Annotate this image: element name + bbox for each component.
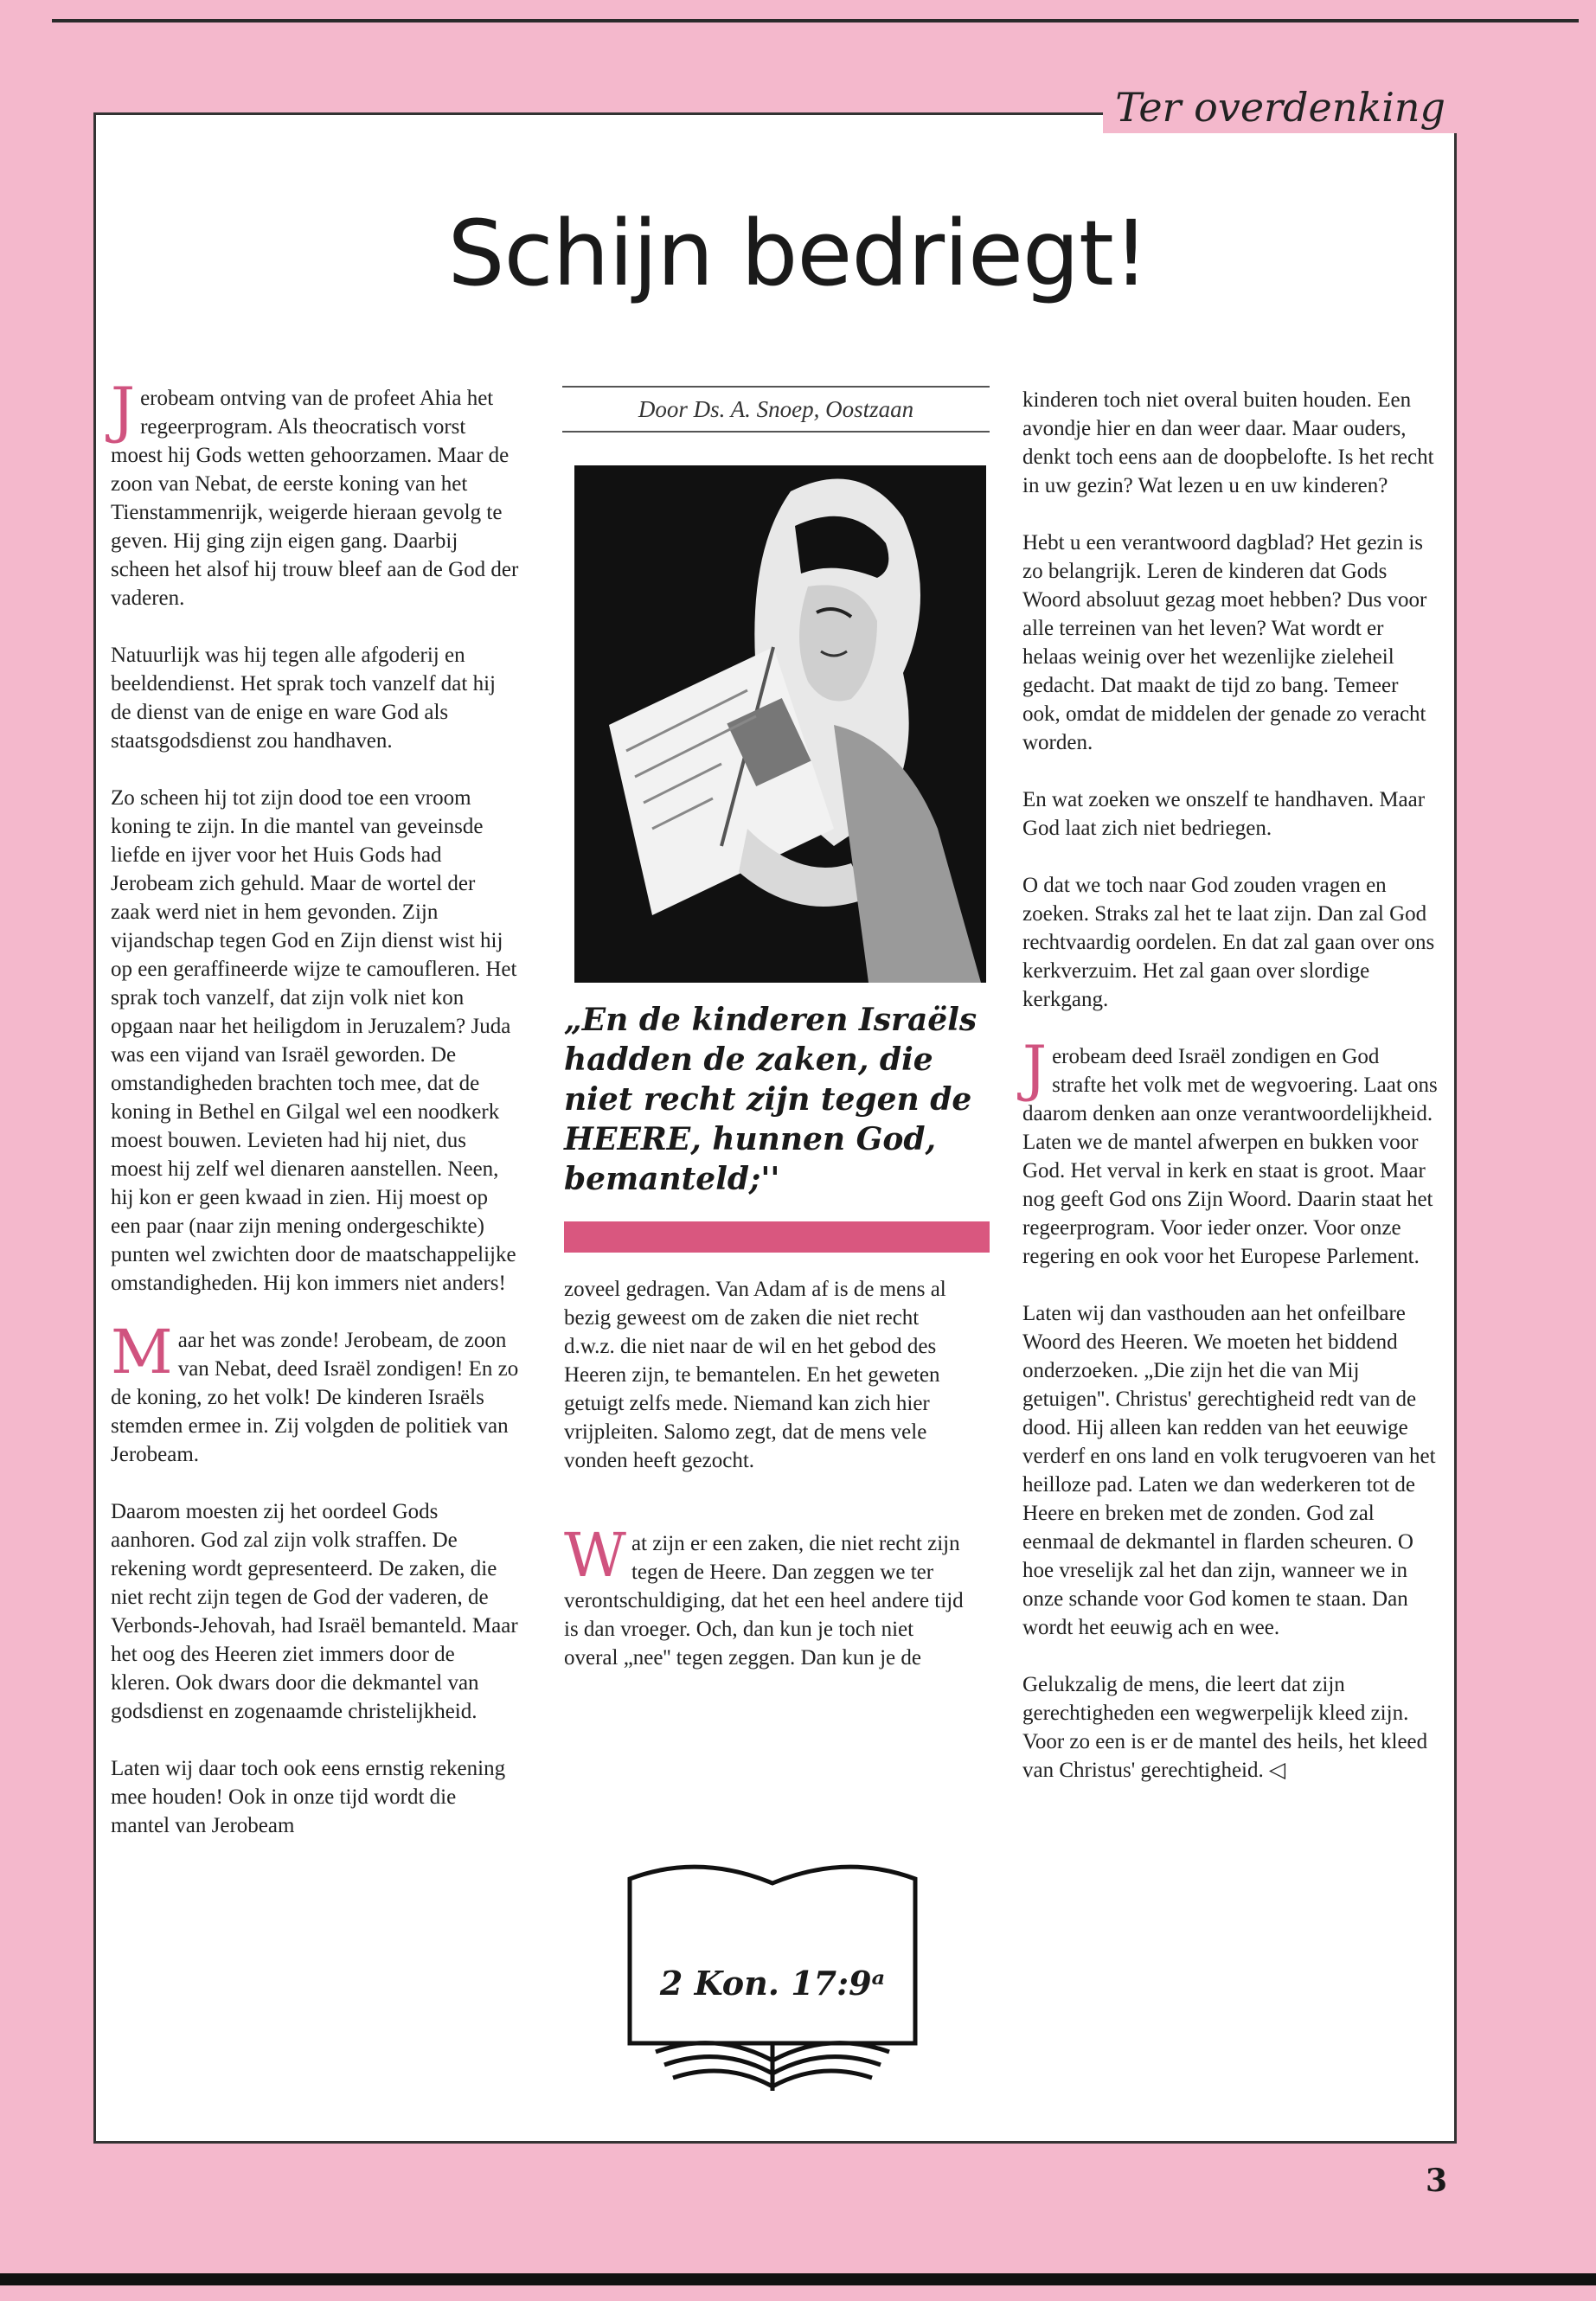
paragraph: [1022, 1033, 1438, 1271]
illustration-woman-reading-bible: [574, 465, 986, 983]
column-left: [111, 375, 519, 1868]
paragraph-text: erobeam ontving van de profeet Ahia het regeerprogram. Als theocratisch vorst moest hij Gods wetten gehoorzamen. Maar de zoon van Nebat, de eerste koning van het Tienstammenrijk, weigerde hieraan gevolg te geven. Hij ging zijn eigen gang. Daarbij scheen het alsof hij trouw bleef aan de God der vaderen.: [111, 387, 519, 610]
paragraph: Daarom moesten zij het oordeel Gods aanhoren. God zal zijn volk straffen. De rekening wordt gepresenteerd. De zaken, die niet recht zijn tegen de God der vaderen, de Verbonds-Jehovah, had Israël bemanteld. Maar het oog des Heeren ziet immers door de kleren. Ook dwars door die dekmantel van godsdienst en zogenaamde christelijkheid.: [111, 1500, 518, 1723]
paragraph-text: Gelukzalig de mens, die leert dat zijn gerechtigheden een wegwerpelijk kleed zijn. Voor zo een is er de mantel des heils, het kleed van Christus' gerechtigheid.: [1022, 1673, 1428, 1782]
drop-cap: J: [1022, 1033, 1048, 1104]
bottom-rule: [0, 2273, 1596, 2285]
column-middle-continued: [564, 1520, 969, 1701]
paragraph: [564, 1520, 969, 1672]
column-middle: [564, 1275, 969, 1503]
page-number: 3: [1426, 2163, 1448, 2199]
paragraph: [1022, 1670, 1438, 1785]
paragraph: Laten wij daar toch ook eens ernstig rekening mee houden! Ook in onze tijd wordt die mantel van Jerobeam: [111, 1757, 506, 1837]
accent-bar: [564, 1221, 990, 1253]
paragraph: kinderen toch niet overal buiten houden. Een avondje hier en dan weer daar. Maar ouders, denkt toch eens aan de doopbelofte. Is het recht in uw gezin? Wat lezen u en uw kinderen?: [1022, 388, 1434, 497]
paragraph: Zo scheen hij tot zijn dood toe een vroom koning te zijn. In die mantel van geveinsde liefde en ijver voor het Huis Gods had Jerobeam zich gehuld. Maar de wortel der zaak werd niet in hem gevonden. Zijn vijandschap tegen God en Zijn dienst wist hij op een geraffineerde wijze te camoufleren. Het sprak toch vanzelf, dat zijn volk niet kon opgaan naar het heiligdom in Jeruzalem? Juda was een vijand van Israël geworden. De omstandigheden brachten toch mee, dat de koning in Bethel en Gilgal wel een noodkerk moest bouwen. Levieten had hij niet, dus moest hij zelf wel dienaren aanstellen. Neen, hij kon er geen kwaad in zien. Hij moest op een paar (naar zijn mening ondergeschikte) punten wel zwichten door de maatschappelijke omstandigheden. Hij kon immers niet anders!: [111, 786, 517, 1295]
paragraph: zoveel gedragen. Van Adam af is de mens al bezig geweest om de zaken die niet recht d.w.z. die niet naar de wil en het gebod des Heeren zijn, te bemantelen. En het geweten getuigt zelfs mede. Niemand kan zich hier vrijpleiten. Salomo zegt, dat de mens vele vonden heeft gezocht.: [564, 1278, 946, 1472]
paragraph: O dat we toch naar God zouden vragen en zoeken. Straks zal het te laat zijn. Dan zal God rechtvaardig oordelen. En dat zal gaan over ons kerkverzuim. Het zal gaan over slordige kerkgang.: [1022, 874, 1435, 1011]
paragraph: Natuurlijk was hij tegen alle afgoderij en beeldendienst. Het sprak toch vanzelf dat hij de dienst van de enige en ware God als staatsgodsdienst zou handhaven.: [111, 644, 496, 753]
top-rule: [52, 19, 1579, 22]
section-label: Ter overdenking: [1103, 81, 1458, 133]
paragraph: [111, 375, 519, 612]
article-title: Schijn bedriegt!: [447, 201, 1149, 306]
drop-cap: W: [564, 1520, 626, 1591]
paragraph: En wat zoeken we onszelf te handhaven. Maar God laat zich niet bedriegen.: [1022, 788, 1426, 840]
paragraph-text: erobeam deed Israël zondigen en God strafte het volk met de wegvoering. Laat ons daarom denken aan onze verantwoordelijkheid. Laten we de mantel afwerpen en bukken voor God. Het verval in kerk en staat is groot. Maar nog geeft God ons Zijn Woord. Daarin staat het regeerprogram. Voor ieder onzer. Voor onze regering en ook voor het Europese Parlement.: [1022, 1045, 1438, 1268]
drop-cap: M: [111, 1317, 173, 1388]
paragraph: [111, 1317, 519, 1469]
author-byline: Door Ds. A. Snoep, Oostzaan: [562, 386, 990, 433]
bible-reference: 2 Kon. 17:9ᵃ: [659, 1964, 886, 2003]
reading-woman-icon: [574, 465, 986, 983]
drop-cap: J: [111, 375, 136, 445]
paragraph-text: at zijn er een zaken, die niet recht zijn tegen de Heere. Dan zeggen we ter verontschuldiging, dat het een heel andere tijd is dan vroeger. Och, dan kun je toch niet overal „nee'' tegen zeggen. Dan kun je de: [564, 1532, 964, 1670]
end-mark-icon: ◁: [1269, 1759, 1286, 1782]
column-right: [1022, 386, 1438, 1813]
pull-quote: „En de kinderen Israëls hadden de zaken, die niet recht zijn tegen de HEERE, hunnen God, bemanteld;'': [564, 1002, 977, 1197]
paragraph: Laten wij dan vasthouden aan het onfeilbare Woord des Heeren. We moeten het biddend onderzoeken. „Die zijn het die van Mij getuigen''. Christus' gerechtigheid redt van de dood. Hij alleen kan redden van het eeuwige verderf en ons land en volk terugvoeren van het heilloze pad. Laten we dan wederkeren tot de Heere en breken met de zonden. God zal eenmaal de dekmantel in flarden scheuren. O hoe vreselijk zal het dan zijn, wanneer we in onze schande voor God komen te staan. Dan wordt het eeuwig ach en wee.: [1022, 1302, 1436, 1639]
paragraph: Hebt u een verantwoord dagblad? Het gezin is zo belangrijk. Leren de kinderen dat Gods Woord absoluut gezag moet hebben? Dus voor alle terreinen van het leven? Wat wordt er helaas weinig over het wezenlijke zieleheil gedacht. Dat maakt de tijd zo bang. Temeer ook, omdat de middelen der genade zo veracht worden.: [1022, 531, 1427, 754]
paragraph-text: aar het was zonde! Jerobeam, de zoon van Nebat, deed Israël zondigen! En zo de koning, zo het volk! De kinderen Israëls stemden ermee in. Zij volgden de politiek van Jerobeam.: [111, 1329, 519, 1466]
